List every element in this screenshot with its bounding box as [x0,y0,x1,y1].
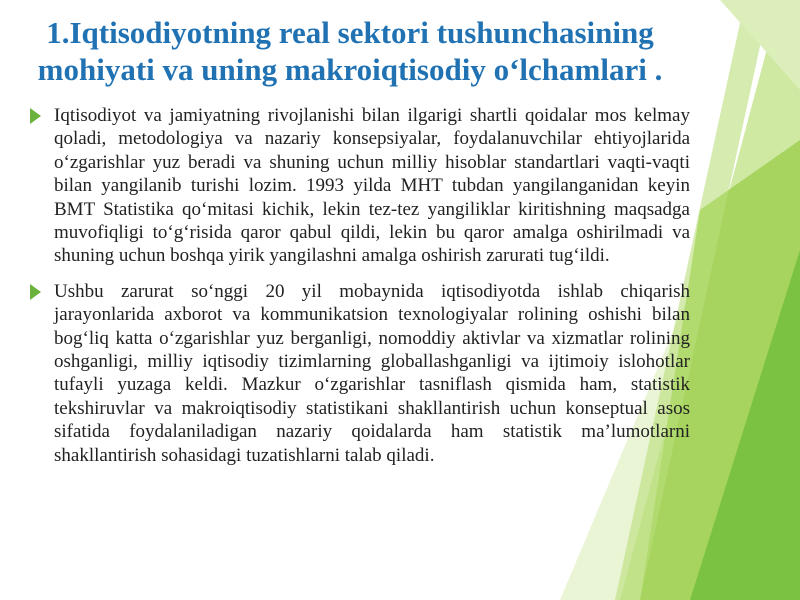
bullet-item [30,104,690,268]
bullet-text: Iqtisodiyot va jamiyatning rivojlanishi bilan ilgarigi shartli qoidalar mos kelmay qoladi, metodologiya va nazariy konsepsiyalar, foydalanuvchilar ehtiyojlarida o‘zgarishlar yuz beradi va shuning uchun milliy hisoblar standartlari vaqti-vaqti bilan yangilanib turishi lozim. 1993 yilda MHT tubdan yangilanganidan keyin BMT Statistika qo‘mitasi kichik, lekin tez-tez yangiliklar kiritishning maqsadga muvofiqligi to‘g‘risida qaror qabul qildi, lekin bu qaror amalga oshirilmadi va shuning uchun boshqa yirik yangilashni amalga oshirish zarurati tug‘ildi. [54,105,690,267]
bullet-arrow-icon [30,108,41,124]
bullet-list [30,104,690,479]
bullet-arrow-icon [30,284,41,300]
slide-title: 1.Iqtisodiyotning real sektori tushunchasining mohiyati va uning makroiqtisodiy o‘lchamlari . [37,15,663,87]
bullet-item [30,280,690,467]
bullet-text: Ushbu zarurat so‘nggi 20 yil mobaynida iqtisodiyotda ishlab chiqarish jarayonlarida axborot va kommunikatsion texnologiyalar rolining oshishi bilan bog‘liq katta o‘zgarishlar yuz berganligi, nomoddiy aktivlar va xizmatlar rolining oshganligi, milliy iqtisodiy tizimlarning globallashganligi va ijtimoiy islohotlar tufayli yuzaga keldi. Mazkur o‘zgarishlar tasniflash qismida ham, statistik tekshiruvlar va makroiqtisodiy statistikani shakllantirish uchun konseptual asos sifatida foydalaniladigan nazariy qoidalarda ham statistik ma’lumotlarni shakllantirish sohasidagi tuzatishlarni talab qiladi. [54,280,690,466]
